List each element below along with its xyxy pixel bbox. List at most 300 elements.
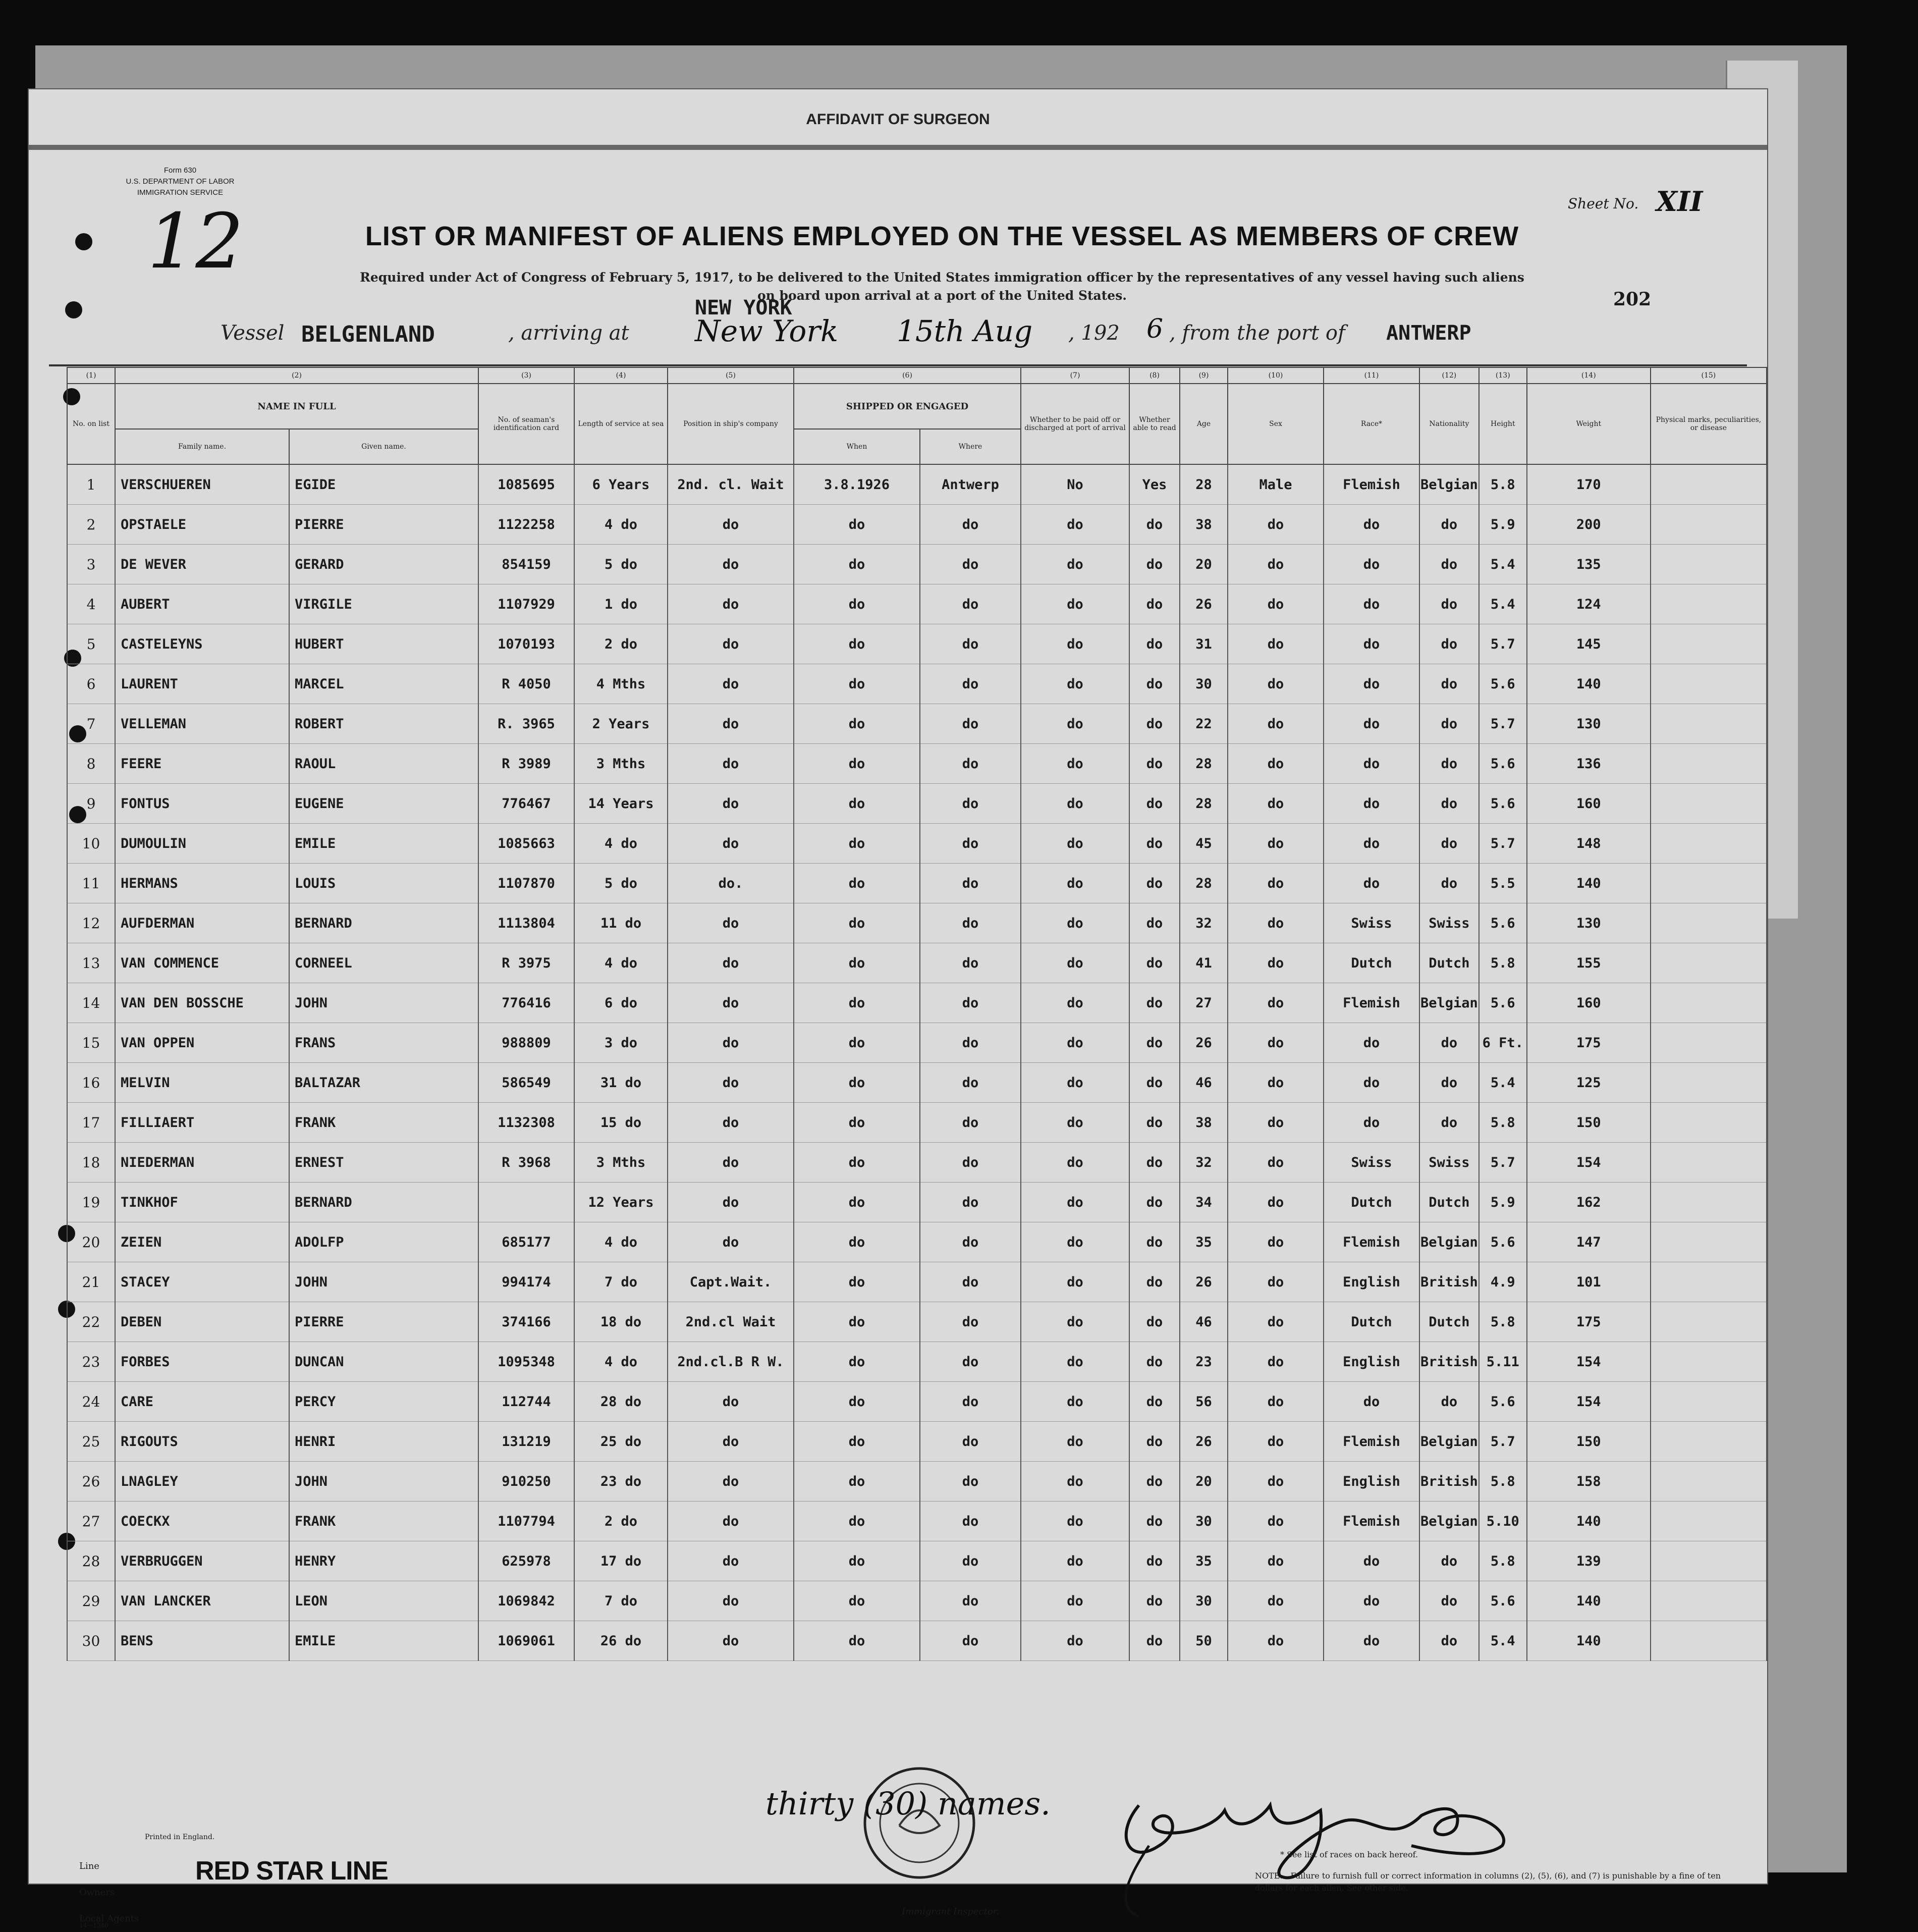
cell-physical-marks bbox=[1651, 1581, 1767, 1621]
cell-date-engaged: do bbox=[794, 1103, 920, 1143]
cell-place-engaged: do bbox=[920, 505, 1021, 545]
col-number: (15) bbox=[1651, 367, 1767, 384]
cell-physical-marks bbox=[1651, 1262, 1767, 1302]
cell-sex: do bbox=[1228, 1422, 1324, 1462]
cell-date-engaged: do bbox=[794, 744, 920, 784]
cell-row-number: 25 bbox=[67, 1422, 115, 1462]
cell-sex: do bbox=[1228, 1501, 1324, 1541]
cell-date-engaged: do bbox=[794, 664, 920, 704]
header-position: Position in ship's company bbox=[668, 384, 794, 464]
cell-date-engaged: do bbox=[794, 1581, 920, 1621]
cell-height: 5.8 bbox=[1479, 1541, 1527, 1581]
cell-given-name: EMILE bbox=[289, 824, 478, 864]
cell-given-name: VIRGILE bbox=[289, 584, 478, 624]
printed-in-england: Printed in England. bbox=[145, 1833, 215, 1841]
cell-race: do bbox=[1324, 1541, 1419, 1581]
cell-place-engaged: do bbox=[920, 1023, 1021, 1063]
cell-able-to-read: do bbox=[1129, 1422, 1180, 1462]
cell-paid-off: do bbox=[1021, 704, 1129, 744]
cell-sex: do bbox=[1228, 1581, 1324, 1621]
cell-family-name: FILLIAERT bbox=[115, 1103, 289, 1143]
cell-family-name: TINKHOF bbox=[115, 1183, 289, 1222]
cell-length-of-service: 1 do bbox=[574, 584, 668, 624]
cell-height: 5.5 bbox=[1479, 864, 1527, 903]
cell-family-name: FORBES bbox=[115, 1342, 289, 1382]
cell-given-name: PIERRE bbox=[289, 505, 478, 545]
cell-race: Dutch bbox=[1324, 1183, 1419, 1222]
cell-family-name: FONTUS bbox=[115, 784, 289, 824]
table-row bbox=[67, 1023, 1767, 1063]
cell-weight: 175 bbox=[1527, 1023, 1651, 1063]
cell-row-number: 9 bbox=[67, 784, 115, 824]
cell-height: 6 Ft. bbox=[1479, 1023, 1527, 1063]
cell-seaman-card-number: 910250 bbox=[478, 1462, 574, 1501]
cell-seaman-card-number: 1069842 bbox=[478, 1581, 574, 1621]
cell-paid-off: do bbox=[1021, 1023, 1129, 1063]
cell-seaman-card-number: 685177 bbox=[478, 1222, 574, 1262]
cell-seaman-card-number: R. 3965 bbox=[478, 704, 574, 744]
cell-race: do bbox=[1324, 824, 1419, 864]
header-weight: Weight bbox=[1527, 384, 1651, 464]
cell-ship-position: do bbox=[668, 784, 794, 824]
cell-weight: 160 bbox=[1527, 983, 1651, 1023]
cell-length-of-service: 6 do bbox=[574, 983, 668, 1023]
cell-weight: 140 bbox=[1527, 864, 1651, 903]
cell-weight: 145 bbox=[1527, 624, 1651, 664]
arriving-label: , arriving at bbox=[508, 321, 629, 345]
cell-able-to-read: do bbox=[1129, 1222, 1180, 1262]
cell-physical-marks bbox=[1651, 1143, 1767, 1183]
cell-ship-position: do bbox=[668, 983, 794, 1023]
cell-place-engaged: do bbox=[920, 1581, 1021, 1621]
cell-nationality: do bbox=[1419, 1541, 1479, 1581]
cell-paid-off: do bbox=[1021, 1422, 1129, 1462]
cell-able-to-read: do bbox=[1129, 584, 1180, 624]
table-row bbox=[67, 1422, 1767, 1462]
cell-row-number: 6 bbox=[67, 664, 115, 704]
cell-height: 5.6 bbox=[1479, 664, 1527, 704]
cell-family-name: LAURENT bbox=[115, 664, 289, 704]
cell-ship-position: do bbox=[668, 1143, 794, 1183]
cell-sex: do bbox=[1228, 1541, 1324, 1581]
cell-row-number: 4 bbox=[67, 584, 115, 624]
header-nationality: Nationality bbox=[1419, 384, 1479, 464]
local-agents-label: Local Agents bbox=[79, 1913, 139, 1924]
manifest-sheet bbox=[28, 88, 1768, 1929]
vessel-label: Vessel bbox=[221, 321, 285, 345]
cell-paid-off: do bbox=[1021, 1063, 1129, 1103]
cell-physical-marks bbox=[1651, 584, 1767, 624]
header-divider bbox=[29, 145, 1767, 150]
cell-row-number: 27 bbox=[67, 1501, 115, 1541]
cell-date-engaged: do bbox=[794, 903, 920, 943]
cell-race: do bbox=[1324, 584, 1419, 624]
cell-seaman-card-number: 776416 bbox=[478, 983, 574, 1023]
cell-given-name: BERNARD bbox=[289, 903, 478, 943]
cell-nationality: Belgian bbox=[1419, 1501, 1479, 1541]
cell-nationality: Dutch bbox=[1419, 1183, 1479, 1222]
header-family-name: Family name. bbox=[115, 429, 289, 464]
cell-sex: do bbox=[1228, 1183, 1324, 1222]
cell-able-to-read: do bbox=[1129, 784, 1180, 824]
cell-row-number: 21 bbox=[67, 1262, 115, 1302]
cell-length-of-service: 12 Years bbox=[574, 1183, 668, 1222]
manifest-rows bbox=[67, 464, 1767, 1661]
cell-seaman-card-number: 776467 bbox=[478, 784, 574, 824]
cell-able-to-read: do bbox=[1129, 1063, 1180, 1103]
cell-place-engaged: do bbox=[920, 584, 1021, 624]
cell-paid-off: do bbox=[1021, 664, 1129, 704]
cell-seaman-card-number: R 3989 bbox=[478, 744, 574, 784]
cell-race: do bbox=[1324, 1103, 1419, 1143]
year-prefix: , 192 bbox=[1068, 321, 1120, 345]
cell-sex: do bbox=[1228, 784, 1324, 824]
cell-given-name: HENRI bbox=[289, 1422, 478, 1462]
affidavit-header: AFFIDAVIT OF SURGEON bbox=[806, 111, 990, 128]
cell-paid-off: do bbox=[1021, 824, 1129, 864]
cell-place-engaged: do bbox=[920, 1342, 1021, 1382]
cell-race: Flemish bbox=[1324, 983, 1419, 1023]
header-given-name: Given name. bbox=[289, 429, 478, 464]
table-row bbox=[67, 1462, 1767, 1501]
cell-ship-position: do bbox=[668, 943, 794, 983]
cell-physical-marks bbox=[1651, 1501, 1767, 1541]
cell-date-engaged: do bbox=[794, 864, 920, 903]
document-number: 202 bbox=[1613, 289, 1652, 310]
cell-age: 20 bbox=[1180, 545, 1228, 584]
cell-weight: 160 bbox=[1527, 784, 1651, 824]
cell-paid-off: do bbox=[1021, 983, 1129, 1023]
cell-length-of-service: 4 do bbox=[574, 824, 668, 864]
cell-age: 28 bbox=[1180, 744, 1228, 784]
cell-row-number: 12 bbox=[67, 903, 115, 943]
cell-weight: 154 bbox=[1527, 1342, 1651, 1382]
cell-age: 35 bbox=[1180, 1541, 1228, 1581]
cell-age: 31 bbox=[1180, 624, 1228, 664]
cell-ship-position: do bbox=[668, 545, 794, 584]
subtitle-line-1: Required under Act of Congress of February 5, 1917, to be delivered to the United States immigration officer by the representatives of any vessel having such aliens bbox=[360, 270, 1524, 285]
header-able-to-read: Whether able to read bbox=[1129, 384, 1180, 464]
cell-paid-off: do bbox=[1021, 584, 1129, 624]
cell-physical-marks bbox=[1651, 464, 1767, 505]
cell-sex: do bbox=[1228, 903, 1324, 943]
cell-able-to-read: do bbox=[1129, 744, 1180, 784]
cell-physical-marks bbox=[1651, 864, 1767, 903]
table-row bbox=[67, 1183, 1767, 1222]
cell-age: 30 bbox=[1180, 1501, 1228, 1541]
cell-family-name: AUFDERMAN bbox=[115, 903, 289, 943]
cell-family-name: STACEY bbox=[115, 1262, 289, 1302]
cell-ship-position: do bbox=[668, 744, 794, 784]
table-row bbox=[67, 505, 1767, 545]
cell-date-engaged: 3.8.1926 bbox=[794, 464, 920, 505]
cell-place-engaged: do bbox=[920, 624, 1021, 664]
cell-able-to-read: do bbox=[1129, 1342, 1180, 1382]
cell-length-of-service: 2 do bbox=[574, 1501, 668, 1541]
cell-place-engaged: do bbox=[920, 1103, 1021, 1143]
cell-height: 4.9 bbox=[1479, 1262, 1527, 1302]
table-row bbox=[67, 744, 1767, 784]
cell-weight: 125 bbox=[1527, 1063, 1651, 1103]
cell-nationality: Belgian bbox=[1419, 1222, 1479, 1262]
cell-height: 5.7 bbox=[1479, 1143, 1527, 1183]
cell-ship-position: do bbox=[668, 624, 794, 664]
cell-length-of-service: 7 do bbox=[574, 1262, 668, 1302]
cell-height: 5.7 bbox=[1479, 624, 1527, 664]
cell-race: do bbox=[1324, 1621, 1419, 1661]
cell-date-engaged: do bbox=[794, 1143, 920, 1183]
cell-place-engaged: do bbox=[920, 1183, 1021, 1222]
cell-weight: 162 bbox=[1527, 1183, 1651, 1222]
cell-paid-off: do bbox=[1021, 545, 1129, 584]
cell-nationality: Swiss bbox=[1419, 903, 1479, 943]
cell-physical-marks bbox=[1651, 784, 1767, 824]
cell-place-engaged: do bbox=[920, 704, 1021, 744]
cell-length-of-service: 2 Years bbox=[574, 704, 668, 744]
cell-physical-marks bbox=[1651, 1621, 1767, 1661]
col-number: (11) bbox=[1324, 367, 1419, 384]
cell-physical-marks bbox=[1651, 1342, 1767, 1382]
table-row bbox=[67, 464, 1767, 505]
cell-sex: do bbox=[1228, 864, 1324, 903]
cell-nationality: do bbox=[1419, 824, 1479, 864]
cell-row-number: 3 bbox=[67, 545, 115, 584]
cell-height: 5.6 bbox=[1479, 1382, 1527, 1422]
cell-height: 5.8 bbox=[1479, 943, 1527, 983]
cell-age: 28 bbox=[1180, 784, 1228, 824]
cell-nationality: Dutch bbox=[1419, 1302, 1479, 1342]
cell-age: 50 bbox=[1180, 1621, 1228, 1661]
header-when: When bbox=[794, 429, 920, 464]
cell-row-number: 5 bbox=[67, 624, 115, 664]
cell-ship-position: do. bbox=[668, 864, 794, 903]
cell-paid-off: do bbox=[1021, 744, 1129, 784]
cell-place-engaged: do bbox=[920, 824, 1021, 864]
cell-place-engaged: do bbox=[920, 1302, 1021, 1342]
cell-nationality: do bbox=[1419, 1581, 1479, 1621]
cell-given-name: EUGENE bbox=[289, 784, 478, 824]
table-row bbox=[67, 1103, 1767, 1143]
cell-place-engaged: do bbox=[920, 903, 1021, 943]
document-subtitle bbox=[271, 269, 1613, 305]
cell-able-to-read: do bbox=[1129, 1621, 1180, 1661]
cell-length-of-service: 26 do bbox=[574, 1621, 668, 1661]
cell-ship-position: 2nd.cl.B R W. bbox=[668, 1342, 794, 1382]
cell-age: 26 bbox=[1180, 584, 1228, 624]
cell-weight: 150 bbox=[1527, 1422, 1651, 1462]
cell-physical-marks bbox=[1651, 664, 1767, 704]
cell-age: 30 bbox=[1180, 1581, 1228, 1621]
cell-weight: 175 bbox=[1527, 1302, 1651, 1342]
cell-able-to-read: do bbox=[1129, 943, 1180, 983]
cell-place-engaged: do bbox=[920, 1063, 1021, 1103]
sheet-number-label: Sheet No. bbox=[1568, 195, 1639, 212]
cell-nationality: do bbox=[1419, 664, 1479, 704]
table-row bbox=[67, 1262, 1767, 1302]
cell-given-name: CORNEEL bbox=[289, 943, 478, 983]
cell-seaman-card-number: 1085663 bbox=[478, 824, 574, 864]
column-header-row bbox=[67, 384, 1767, 429]
cell-family-name: VERBRUGGEN bbox=[115, 1541, 289, 1581]
cell-able-to-read: do bbox=[1129, 1302, 1180, 1342]
cell-age: 45 bbox=[1180, 824, 1228, 864]
cell-ship-position: 2nd.cl Wait bbox=[668, 1302, 794, 1342]
cell-sex: do bbox=[1228, 545, 1324, 584]
cell-race: do bbox=[1324, 505, 1419, 545]
cell-row-number: 14 bbox=[67, 983, 115, 1023]
cell-weight: 140 bbox=[1527, 664, 1651, 704]
cell-seaman-card-number: R 3975 bbox=[478, 943, 574, 983]
cell-date-engaged: do bbox=[794, 1023, 920, 1063]
cell-family-name: VAN DEN BOSSCHE bbox=[115, 983, 289, 1023]
cell-ship-position: do bbox=[668, 1222, 794, 1262]
cell-sex: do bbox=[1228, 1621, 1324, 1661]
col-number: (3) bbox=[478, 367, 574, 384]
cell-height: 5.6 bbox=[1479, 1222, 1527, 1262]
cell-height: 5.9 bbox=[1479, 505, 1527, 545]
cell-family-name: HERMANS bbox=[115, 864, 289, 903]
cell-race: do bbox=[1324, 704, 1419, 744]
cell-race: Dutch bbox=[1324, 943, 1419, 983]
cell-race: English bbox=[1324, 1262, 1419, 1302]
cell-given-name: RAOUL bbox=[289, 744, 478, 784]
cell-row-number: 23 bbox=[67, 1342, 115, 1382]
header-physical-marks: Physical marks, peculiarities, or disease bbox=[1651, 384, 1767, 464]
cell-sex: do bbox=[1228, 1143, 1324, 1183]
owners-label: Owners bbox=[79, 1887, 115, 1898]
cell-length-of-service: 18 do bbox=[574, 1302, 668, 1342]
cell-able-to-read: do bbox=[1129, 903, 1180, 943]
header-race: Race* bbox=[1324, 384, 1419, 464]
cell-race: do bbox=[1324, 1063, 1419, 1103]
cell-length-of-service: 17 do bbox=[574, 1541, 668, 1581]
table-row bbox=[67, 903, 1767, 943]
table-row bbox=[67, 1222, 1767, 1262]
cell-age: 28 bbox=[1180, 864, 1228, 903]
cell-family-name: VAN COMMENCE bbox=[115, 943, 289, 983]
cell-weight: 124 bbox=[1527, 584, 1651, 624]
cell-ship-position: do bbox=[668, 824, 794, 864]
cell-paid-off: do bbox=[1021, 903, 1129, 943]
cell-weight: 148 bbox=[1527, 824, 1651, 864]
cell-physical-marks bbox=[1651, 1302, 1767, 1342]
cell-weight: 140 bbox=[1527, 1581, 1651, 1621]
cell-given-name: PIERRE bbox=[289, 1302, 478, 1342]
cell-paid-off: do bbox=[1021, 1462, 1129, 1501]
cell-given-name: LOUIS bbox=[289, 864, 478, 903]
cell-nationality: do bbox=[1419, 744, 1479, 784]
cell-sex: do bbox=[1228, 1262, 1324, 1302]
cell-physical-marks bbox=[1651, 1103, 1767, 1143]
cell-height: 5.4 bbox=[1479, 1621, 1527, 1661]
cell-able-to-read: do bbox=[1129, 1581, 1180, 1621]
cell-date-engaged: do bbox=[794, 824, 920, 864]
cell-place-engaged: do bbox=[920, 1262, 1021, 1302]
cell-weight: 200 bbox=[1527, 505, 1651, 545]
cell-length-of-service: 31 do bbox=[574, 1063, 668, 1103]
header-where: Where bbox=[920, 429, 1021, 464]
cell-row-number: 20 bbox=[67, 1222, 115, 1262]
cell-place-engaged: do bbox=[920, 1541, 1021, 1581]
cell-height: 5.6 bbox=[1479, 744, 1527, 784]
table-row bbox=[67, 1382, 1767, 1422]
cell-physical-marks bbox=[1651, 1422, 1767, 1462]
cell-family-name: COECKX bbox=[115, 1501, 289, 1541]
header-seaman-id: No. of seaman's identification card bbox=[478, 384, 574, 464]
column-number-row bbox=[67, 367, 1767, 384]
cell-height: 5.6 bbox=[1479, 1581, 1527, 1621]
cell-place-engaged: do bbox=[920, 784, 1021, 824]
cell-place-engaged: do bbox=[920, 943, 1021, 983]
cell-row-number: 15 bbox=[67, 1023, 115, 1063]
cell-date-engaged: do bbox=[794, 624, 920, 664]
header-shipped-or-engaged: SHIPPED OR ENGAGED bbox=[794, 384, 1021, 429]
cell-date-engaged: do bbox=[794, 545, 920, 584]
cell-family-name: AUBERT bbox=[115, 584, 289, 624]
cell-nationality: do bbox=[1419, 1023, 1479, 1063]
cell-race: Swiss bbox=[1324, 903, 1419, 943]
cell-ship-position: do bbox=[668, 1462, 794, 1501]
cell-date-engaged: do bbox=[794, 1063, 920, 1103]
table-row bbox=[67, 1541, 1767, 1581]
cell-sex: do bbox=[1228, 664, 1324, 704]
cell-nationality: do bbox=[1419, 864, 1479, 903]
cell-seaman-card-number: 1085695 bbox=[478, 464, 574, 505]
cell-weight: 101 bbox=[1527, 1262, 1651, 1302]
header-no-on-list: No. on list bbox=[67, 384, 115, 464]
cell-seaman-card-number: 1107870 bbox=[478, 864, 574, 903]
cell-family-name: DEBEN bbox=[115, 1302, 289, 1342]
cell-weight: 170 bbox=[1527, 464, 1651, 505]
cell-height: 5.4 bbox=[1479, 584, 1527, 624]
cell-row-number: 29 bbox=[67, 1581, 115, 1621]
cell-place-engaged: do bbox=[920, 545, 1021, 584]
cell-physical-marks bbox=[1651, 903, 1767, 943]
cell-given-name: EMILE bbox=[289, 1621, 478, 1661]
cell-length-of-service: 23 do bbox=[574, 1462, 668, 1501]
cell-date-engaged: do bbox=[794, 1183, 920, 1222]
cell-weight: 158 bbox=[1527, 1462, 1651, 1501]
footer-form-code: 14—1340 bbox=[79, 1922, 108, 1929]
cell-place-engaged: do bbox=[920, 1222, 1021, 1262]
cell-family-name: VELLEMAN bbox=[115, 704, 289, 744]
cell-age: 41 bbox=[1180, 943, 1228, 983]
cell-age: 30 bbox=[1180, 664, 1228, 704]
cell-able-to-read: do bbox=[1129, 505, 1180, 545]
cell-nationality: British bbox=[1419, 1342, 1479, 1382]
cell-height: 5.8 bbox=[1479, 464, 1527, 505]
cell-able-to-read: do bbox=[1129, 1462, 1180, 1501]
cell-race: do bbox=[1324, 1023, 1419, 1063]
cell-row-number: 19 bbox=[67, 1183, 115, 1222]
header-length-of-service: Length of service at sea bbox=[574, 384, 668, 464]
cell-given-name: HENRY bbox=[289, 1541, 478, 1581]
handwritten-page-number: 12 bbox=[147, 198, 244, 286]
cell-row-number: 10 bbox=[67, 824, 115, 864]
cell-able-to-read: Yes bbox=[1129, 464, 1180, 505]
cell-date-engaged: do bbox=[794, 1422, 920, 1462]
races-note: * See list of races on back hereof. bbox=[1280, 1850, 1418, 1859]
cell-able-to-read: do bbox=[1129, 1143, 1180, 1183]
cell-length-of-service: 5 do bbox=[574, 864, 668, 903]
cell-physical-marks bbox=[1651, 943, 1767, 983]
cell-paid-off: do bbox=[1021, 1183, 1129, 1222]
cell-family-name: VAN OPPEN bbox=[115, 1023, 289, 1063]
cell-physical-marks bbox=[1651, 1023, 1767, 1063]
cell-row-number: 11 bbox=[67, 864, 115, 903]
cell-race: do bbox=[1324, 664, 1419, 704]
cell-ship-position: do bbox=[668, 664, 794, 704]
